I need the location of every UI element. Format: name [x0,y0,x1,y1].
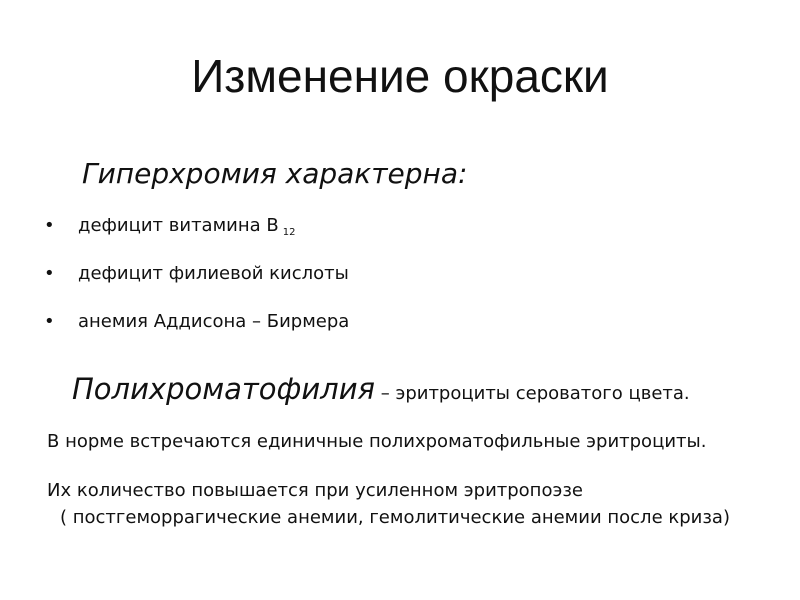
polychromatophilia-term: Полихроматофилия [72,372,375,406]
bullet-text [78,212,295,247]
bullet-subscript: 12 [282,227,296,238]
polychromatophilia-line [72,370,690,413]
bullet-text: дефицит филиевой кислоты [78,263,349,284]
bullet-label: дефицит витамина В [78,215,279,236]
bullet-dot: • [44,263,55,284]
polychromatophilia-definition: – эритроциты сероватого цвета. [375,383,690,404]
bullet-item [44,308,744,356]
bullet-text: анемия Аддисона – Бирмера [78,311,350,332]
subheading-hyperchromia: Гиперхромия характерна: [82,157,468,190]
slide-title: Изменение окраски [191,50,609,102]
bullet-item [44,260,744,308]
paragraph-norm: В норме встречаются единичные полихроматофильные эритроциты. [47,431,707,452]
paragraph-examples: ( постгеморрагические анемии, гемолитические анемии после криза) [60,507,730,528]
bullet-list [44,212,744,356]
bullet-dot: • [44,311,55,332]
paragraph-increase: Их количество повышается при усиленном эритропоэзе [47,480,583,501]
bullet-dot: • [44,215,55,236]
bullet-item [44,212,744,260]
